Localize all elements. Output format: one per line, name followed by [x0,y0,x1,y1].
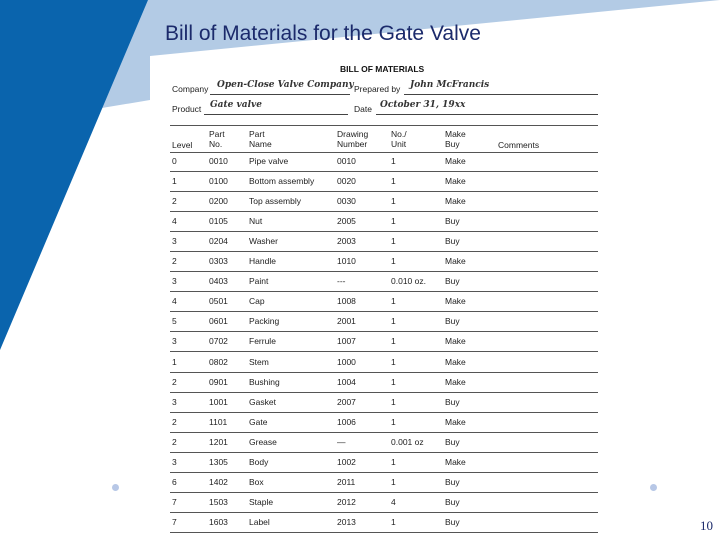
cell-drawing-number: 1007 [337,336,356,347]
cell-per-unit: 1 [391,216,396,227]
cell-level: 2 [172,376,177,387]
cell-level: 1 [172,176,177,187]
header-comments: Comments [498,140,540,150]
cell-make-buy: Buy [445,216,460,227]
table-row [152,496,607,516]
cell-drawing-number: 2011 [337,476,356,487]
table-row [152,295,607,315]
cell-per-unit: 0.001 oz [391,436,424,447]
company-value: Open-Close Valve Company [217,80,354,90]
cell-part-name: Handle [249,256,276,267]
cell-per-unit: 1 [391,516,396,527]
row-rule [170,472,598,473]
product-label: Product [172,104,202,114]
cell-part-no: 0702 [209,336,228,347]
cell-level: 3 [172,336,177,347]
cell-part-no: 1305 [209,456,228,467]
cell-part-no: 1101 [209,416,228,427]
cell-make-buy: Buy [445,316,460,327]
cell-make-buy: Make [445,156,466,166]
cell-per-unit: 1 [391,156,396,166]
table-row [152,315,607,335]
row-rule [170,191,598,192]
cell-part-name: Stem [249,356,269,367]
cell-drawing-number: 2001 [337,316,356,327]
cell-part-name: Ferrule [249,336,276,347]
cell-make-buy: Buy [445,276,460,287]
bullet-dot-right [650,484,657,491]
cell-drawing-number: 2003 [337,236,356,247]
cell-drawing-number: — [337,436,346,447]
product-underline [204,114,348,115]
row-rule [170,372,598,373]
cell-per-unit: 1 [391,456,396,467]
cell-level: 4 [172,296,177,307]
row-rule [170,412,598,413]
row-rule [170,251,598,252]
row-rule [170,231,598,232]
cell-per-unit: 1 [391,296,396,307]
company-label: Company [172,84,209,94]
cell-make-buy: Make [445,376,466,387]
cell-make-buy: Buy [445,436,460,447]
cell-level: 2 [172,416,177,427]
cell-part-no: 0100 [209,176,228,187]
cell-level: 3 [172,456,177,467]
cell-level: 0 [172,156,177,166]
cell-drawing-number: 1002 [337,456,356,467]
table-row [152,215,607,235]
cell-part-name: Body [249,456,269,467]
cell-per-unit: 1 [391,236,396,247]
header-top-rule [170,125,598,126]
cell-part-no: 0303 [209,256,228,267]
table-row [152,255,607,275]
table-row [152,235,607,255]
cell-part-no: 0010 [209,156,228,166]
table-row [152,155,607,175]
cell-drawing-number: 1008 [337,296,356,307]
cell-drawing-number: 1000 [337,356,356,367]
cell-make-buy: Buy [445,496,460,507]
cell-part-name: Gate [249,416,268,427]
table-row [152,396,607,416]
row-rule [170,291,598,292]
cell-make-buy: Buy [445,516,460,527]
cell-make-buy: Make [445,176,466,187]
cell-per-unit: 1 [391,396,396,407]
cell-part-no: 0105 [209,216,228,227]
cell-level: 3 [172,236,177,247]
cell-level: 2 [172,436,177,447]
cell-part-name: Paint [249,276,269,287]
cell-level: 7 [172,496,177,507]
row-rule [170,351,598,352]
cell-per-unit: 1 [391,316,396,327]
row-rule [170,311,598,312]
cell-per-unit: 0.010 oz. [391,276,426,287]
cell-drawing-number: 2013 [337,516,356,527]
table-row [152,356,607,376]
document-title: BILL OF MATERIALS [340,64,425,74]
table-row [152,195,607,215]
row-rule [170,331,598,332]
cell-drawing-number: 1006 [337,416,356,427]
cell-drawing-number: 1010 [337,256,356,267]
cell-make-buy: Make [445,196,466,207]
slide-title: Bill of Materials for the Gate Valve [165,22,481,45]
cell-drawing-number: 0030 [337,196,356,207]
header-make-buy: Make Buy [445,129,466,149]
product-value: Gate valve [210,100,262,110]
cell-part-no: 0601 [209,316,228,327]
prepared-by-underline [404,94,598,95]
company-underline [210,94,350,95]
cell-make-buy: Make [445,256,466,267]
cell-part-no: 1001 [209,396,228,407]
cell-drawing-number: 2005 [337,216,356,227]
row-rule [170,432,598,433]
cell-part-no: 0200 [209,196,228,207]
cell-level: 2 [172,256,177,267]
date-underline [376,114,598,115]
cell-part-name: Grease [249,436,277,447]
cell-make-buy: Make [445,336,466,347]
cell-part-no: 1503 [209,496,228,507]
row-rule [170,532,598,533]
header-part-no: Part No. [209,129,225,149]
cell-part-name: Label [249,516,270,527]
cell-level: 1 [172,356,177,367]
row-rule [170,452,598,453]
row-rule [170,512,598,513]
cell-make-buy: Make [445,356,466,367]
row-rule [170,171,598,172]
cell-make-buy: Buy [445,396,460,407]
cell-drawing-number: --- [337,276,346,287]
cell-per-unit: 1 [391,336,396,347]
cell-part-name: Box [249,476,264,487]
date-label: Date [354,104,372,114]
cell-drawing-number: 0010 [337,156,356,166]
cell-level: 6 [172,476,177,487]
date-value: October 31, 19xx [380,100,466,110]
bullet-dot-left [112,484,119,491]
cell-part-name: Gasket [249,396,276,407]
cell-part-no: 0403 [209,276,228,287]
cell-level: 3 [172,396,177,407]
cell-make-buy: Make [445,416,466,427]
table-row [152,476,607,496]
cell-per-unit: 1 [391,356,396,367]
cell-make-buy: Make [445,296,466,307]
cell-make-buy: Make [445,456,466,467]
cell-part-name: Nut [249,216,263,227]
cell-make-buy: Buy [445,236,460,247]
cell-part-name: Staple [249,496,274,507]
cell-part-no: 0204 [209,236,228,247]
cell-per-unit: 1 [391,196,396,207]
cell-part-name: Washer [249,236,278,247]
cell-part-name: Bushing [249,376,280,387]
cell-level: 5 [172,316,177,327]
table-row [152,376,607,396]
prepared-by-label: Prepared by [354,84,401,94]
cell-per-unit: 1 [391,476,396,487]
cell-part-name: Top assembly [249,196,301,207]
cell-part-name: Pipe valve [249,156,289,166]
table-row [152,416,607,436]
prepared-by-value: John McFrancis [410,80,490,90]
table-row [152,456,607,476]
cell-part-name: Bottom assembly [249,176,315,187]
cell-drawing-number: 2007 [337,396,356,407]
cell-per-unit: 1 [391,256,396,267]
table-row [152,335,607,355]
cell-drawing-number: 1004 [337,376,356,387]
row-rule [170,211,598,212]
header-bottom-rule [170,152,598,153]
cell-part-no: 0802 [209,356,228,367]
cell-part-no: 0501 [209,296,228,307]
cell-part-no: 1603 [209,516,228,527]
cell-make-buy: Buy [445,476,460,487]
cell-drawing-number: 2012 [337,496,356,507]
table-row [152,175,607,195]
cell-part-name: Packing [249,316,280,327]
cell-level: 7 [172,516,177,527]
table-row [152,436,607,456]
bill-of-materials-document [152,56,607,540]
row-rule [170,271,598,272]
cell-part-no: 1402 [209,476,228,487]
header-per-unit: No./ Unit [391,129,407,149]
cell-per-unit: 1 [391,376,396,387]
cell-per-unit: 1 [391,416,396,427]
row-rule [170,392,598,393]
cell-level: 2 [172,196,177,207]
cell-drawing-number: 0020 [337,176,356,187]
cell-part-no: 1201 [209,436,228,447]
page-number: 10 [700,518,713,533]
header-drawing-number: Drawing Number [337,129,369,149]
cell-level: 3 [172,276,177,287]
table-row [152,275,607,295]
row-rule [170,492,598,493]
cell-part-no: 0901 [209,376,228,387]
cell-per-unit: 1 [391,176,396,187]
table-row [152,516,607,536]
header-part-name: Part Name [249,129,272,149]
cell-level: 4 [172,216,177,227]
header-level: Level [172,140,193,150]
cell-part-name: Cap [249,296,265,307]
cell-per-unit: 4 [391,496,396,507]
